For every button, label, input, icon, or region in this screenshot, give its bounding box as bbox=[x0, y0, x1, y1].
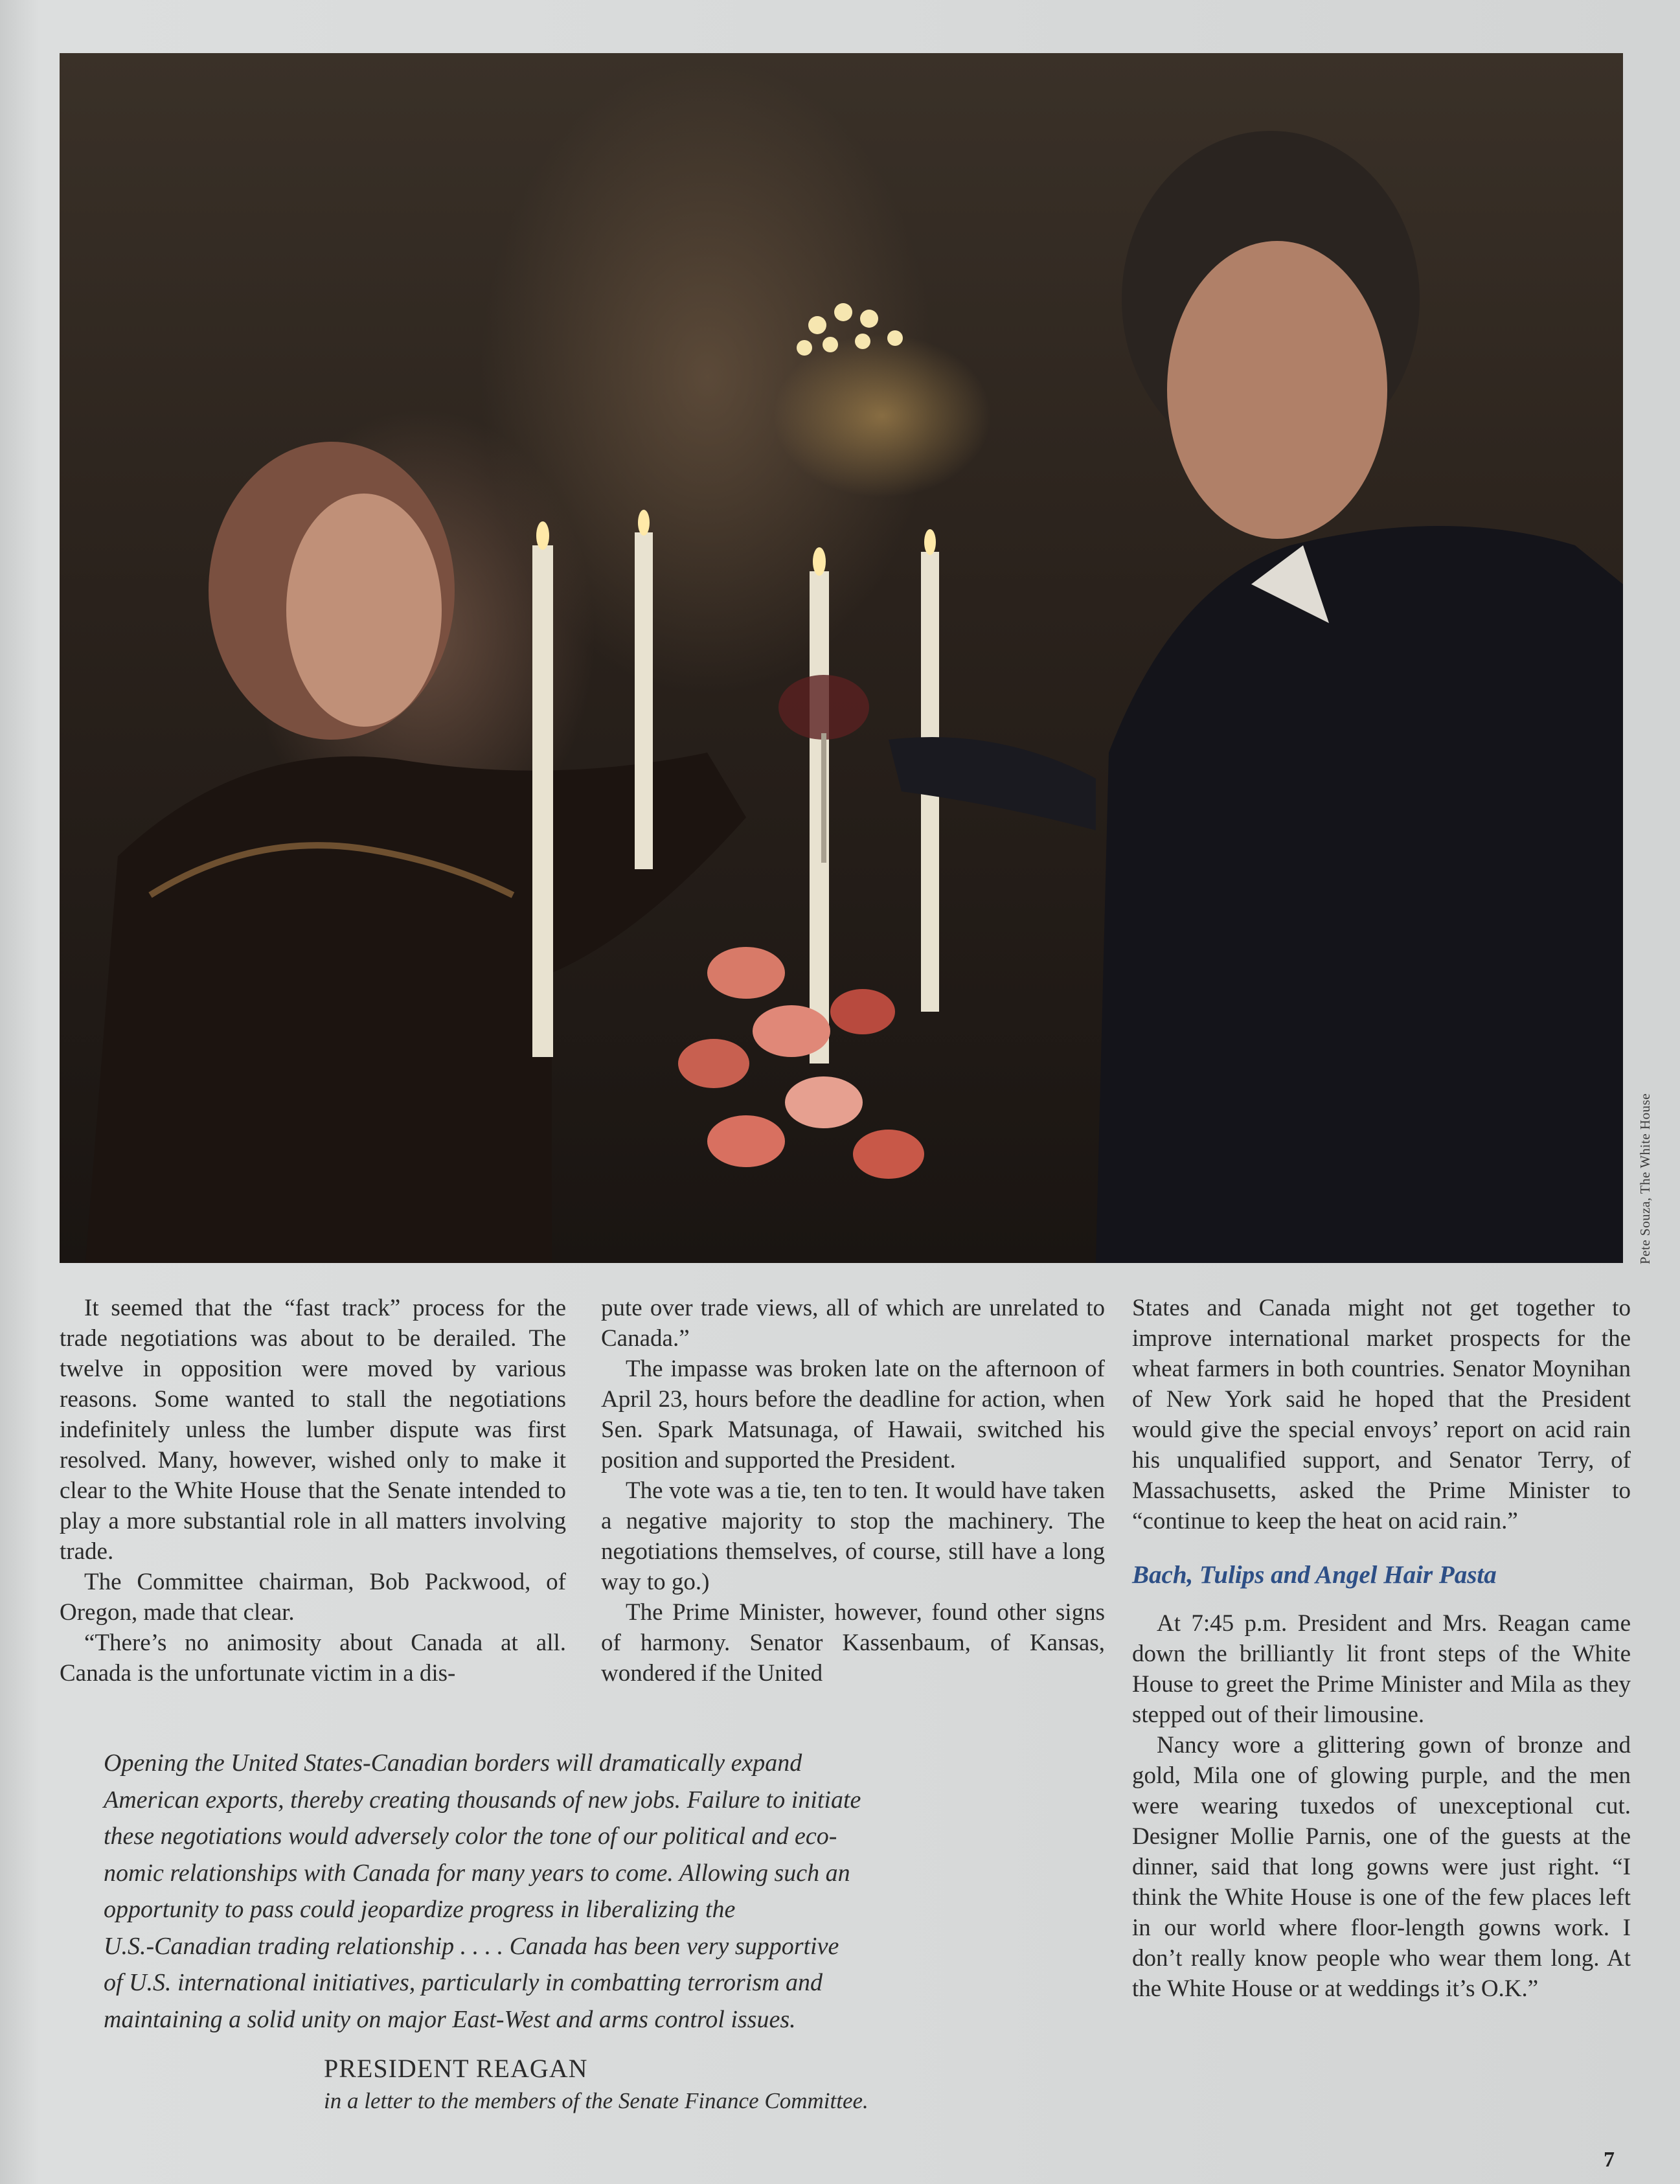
article-column-2 bbox=[601, 1293, 1105, 1689]
quote-attribution-name: PRESIDENT REAGAN bbox=[324, 2054, 588, 2083]
article-column-1 bbox=[60, 1293, 566, 1689]
quote-line: maintaining a solid unity on major East-West and arms control issues. bbox=[104, 2005, 796, 2033]
quote-line: American exports, thereby creating thousands of new jobs. Failure to initiate bbox=[104, 1786, 861, 1814]
pull-quote bbox=[104, 1745, 1062, 2038]
quote-line: U.S.-Canadian trading relationship . . . . Canada has been very supportive bbox=[104, 1932, 839, 1960]
wine-glass bbox=[778, 675, 869, 863]
paragraph: The vote was a tie, ten to ten. It would have taken a negative majority to stop the machinery. The negotiations themselves, of course, still have a long way to go.) bbox=[601, 1477, 1105, 1595]
chandelier-graphic bbox=[797, 303, 903, 356]
section-heading: Bach, Tulips and Angel Hair Pasta bbox=[1132, 1561, 1497, 1589]
quote-line: of U.S. international initiatives, particularly in combatting terrorism and bbox=[104, 1969, 823, 1996]
quote-line: Opening the United States-Canadian borders will dramatically expand bbox=[104, 1749, 802, 1777]
quote-attribution-source: in a letter to the members of the Senate Finance Committee. bbox=[324, 2088, 868, 2113]
quote-line: opportunity to pass could jeopardize progress in liberalizing the bbox=[104, 1896, 736, 1923]
paragraph: “There’s no animosity about Canada at all. Canada is the unfortunate victim in a dis- bbox=[60, 1630, 566, 1687]
quote-line: nomic relationships with Canada for many years to come. Allowing such an bbox=[104, 1859, 850, 1887]
state-dinner-photo bbox=[60, 53, 1623, 1263]
photo-credit: Pete Souza, The White House bbox=[1637, 1093, 1653, 1264]
paragraph: The Committee chairman, Bob Packwood, of Oregon, made that clear. bbox=[60, 1569, 566, 1626]
quote-line: these negotiations would adversely color the tone of our political and eco- bbox=[104, 1823, 837, 1850]
paragraph: The impasse was broken late on the afternoon of April 23, hours before the deadline for action, when Sen. Spark Matsunaga, of Hawaii, switched his position and supported the President. bbox=[601, 1356, 1105, 1473]
man-figure bbox=[889, 131, 1623, 1263]
paragraph: It seemed that the “fast track” process for the trade negotiations was about to be derailed. The twelve in opposition were moved by various reasons. Some wanted to stall the negotiations indefinitely unless the lumber dispute was first resolved. Many, however, wished only to make it clear to the White House that the Senate intended to play a more substantial role in all matters involving trade. bbox=[60, 1295, 566, 1565]
paragraph: States and Canada might not get together to improve international market prospects for the wheat farmers in both countries. Senator Moynihan of New York said he hoped that the President would give the special envoys’ report on acid rain his unqualified support, and Senator Terry, of Massachusetts, asked the Prime Minister to “continue to keep the heat on acid rain.” bbox=[1132, 1295, 1631, 1534]
paragraph: Nancy wore a glittering gown of bronze and gold, Mila one of glowing purple, and the men were wearing tuxedos of unexceptional cut. Designer Mollie Parnis, one of the guests at the dinner, said that long gowns were just right. “I think the White House is one of the few places left in our world where floor-length gowns work. I don’t really know people who wear them long. At the White House or at weddings it’s O.K.” bbox=[1132, 1732, 1631, 2002]
page-number: 7 bbox=[1604, 2148, 1615, 2172]
tulip-centerpiece bbox=[678, 947, 924, 1179]
photo-illustration bbox=[60, 53, 1623, 1263]
paragraph: At 7:45 p.m. President and Mrs. Reagan came down the brilliantly lit front steps of the White House to greet the Prime Minister and Mila as they stepped out of their limousine. bbox=[1132, 1610, 1631, 1728]
paragraph: pute over trade views, all of which are unrelated to Canada.” bbox=[601, 1295, 1105, 1352]
article-column-3 bbox=[1132, 1293, 1631, 2004]
paragraph: The Prime Minister, however, found other signs of harmony. Senator Kassenbaum, of Kansas, wondered if the United bbox=[601, 1599, 1105, 1687]
